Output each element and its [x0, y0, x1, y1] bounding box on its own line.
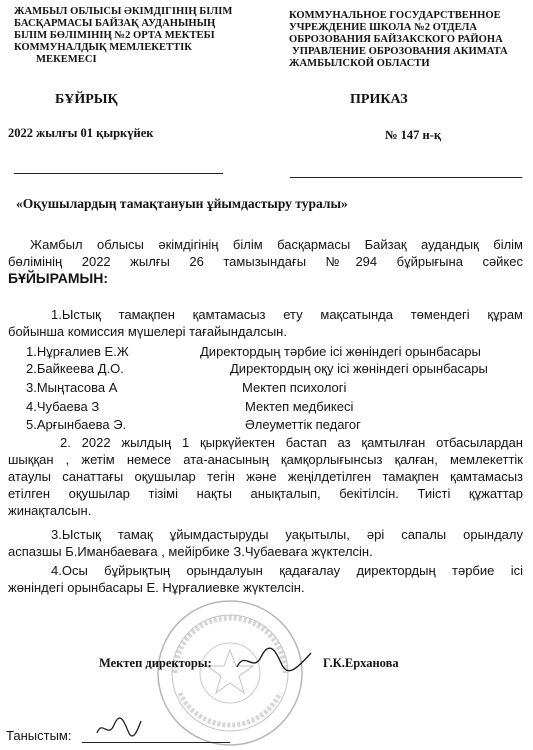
item2-line5: жинақталсын. [8, 503, 92, 518]
intro-line1: Жамбыл облысы әкімдігінің білім басқармасы Байзақ аудандық білім [30, 237, 523, 252]
header-kazakh [14, 6, 232, 66]
item1-line1: 1.Ыстық тамақпен қамтамасыз ету мақсатында төмендегі құрам [51, 307, 523, 322]
header-ru-line2: УЧРЕЖДЕНИЕ ШКОЛА №2 ОТДЕЛА [289, 22, 478, 33]
member-2-name: 2.Байкеева Д.О. [26, 361, 124, 376]
item-3 [8, 526, 523, 560]
header-russian [289, 10, 508, 70]
header-ru-line1: КОММУНАЛЬНОЕ ГОСУДАРСТВЕННОЕ [289, 10, 501, 21]
signature-name: Г.К.Ерханова [323, 656, 399, 670]
divider-right [290, 177, 522, 178]
item2-line2: шыққан , жетім немесе ата-анасының қамқорлығынсыз қалған, мемлекеттік [8, 452, 523, 467]
header-ru-line4: УПРАВЛЕНИЕ ОБРОЗОВАНИЯ АКИМАТА [292, 46, 508, 57]
header-ru-line5: ЖАМБЫЛСКОЙ ОБЛАСТИ [289, 58, 430, 69]
item1-line2: бойынша комиссия мүшелері тағайындалсын. [8, 324, 287, 339]
header-kz-line5: МЕКЕМЕСІ [36, 54, 97, 65]
order-number: № 147 н-қ [385, 128, 442, 142]
item4-line1: 4.Осы бұйрықтың орындалуын қадағалау директордың тәрбие ісі [51, 563, 523, 578]
order-date: 2022 жылғы 01 қыркүйек [8, 126, 154, 140]
member-2-role: Директордың оқу ісі жөніндегі орынбасары [230, 361, 488, 376]
item3-line2: аспазшы Б.Иманбаевағa , мейірбике З.Чубаеваға жүктелсін. [8, 544, 373, 559]
member-5-role: Әлеуметтік педагог [245, 417, 361, 432]
member-4-role: Мектеп медбикесі [245, 399, 354, 414]
header-kz-line4: КОММУНАЛДЫҚ МЕМЛЕКЕТТІК [14, 42, 192, 53]
member-3-role: Мектеп психологі [242, 380, 347, 395]
item-2 [8, 434, 523, 519]
acquainted-label: Таныстым: [6, 728, 72, 743]
item-4 [8, 562, 523, 596]
member-1-role: Директордың тәрбие ісі жөніндегі орынбасары [200, 344, 481, 359]
acquainted-signature [94, 715, 144, 741]
member-5-name: 5.Арғынбаева Э. [26, 417, 127, 432]
header-kz-line1: ЖАМБЫЛ ОБЛЫСЫ ӘКІМДІГІНІҢ БІЛІМ [14, 6, 233, 17]
acquainted-line [82, 742, 230, 743]
member-3-name: 3.Мыңтасова А [26, 380, 118, 395]
director-signature [235, 645, 315, 675]
item-1 [8, 306, 523, 340]
divider-left [14, 173, 223, 174]
intro-line2: бөлімінің 2022 жылғы 26 тамызындағы №294 бұйрығына сәйкес [8, 254, 523, 269]
intro-paragraph [8, 236, 523, 287]
item4-line2: жөніндегі орынбасары Е. Нұрғалиевке жүктелсін. [8, 580, 305, 595]
order-word: БҰЙЫРАМЫН: [8, 270, 108, 286]
member-4-name: 4.Чубаева З [26, 399, 100, 414]
signature-title: Мектеп директоры: [99, 656, 212, 670]
item2-line1: 2. 2022 жылдың 1 қыркүйектен бастап аз қамтылған отбасылардан [60, 435, 523, 450]
header-kz-line2: БАСҚАРМАСЫ БАЙЗАҚ АУДАНЫНЫҢ [14, 18, 216, 29]
member-1-name: 1.Нұрғалиев Е.Ж [26, 344, 129, 359]
item3-line1: 3.Ыстық тамақ ұйымдастыруды уақытылы, әрі сапалы орындалу [51, 527, 523, 542]
header-ru-line3: ОБРОЗОВАНИЯ БАЙЗАКСКОГО РАЙОНА [289, 34, 503, 45]
item2-line4: етілген оқушылар тізімі нақты анықталып, бекітілсін. Тиісті құжаттар [8, 486, 523, 501]
title-russian: ПРИКАЗ [350, 92, 408, 107]
item2-line3: атаулы санаттағы оқушылар тегін және жеңілдетілген тамақпен қамтамасыз [8, 469, 523, 484]
header-kz-line3: БІЛІМ БӨЛІМІНІҢ №2 ОРТА МЕКТЕБІ [14, 30, 215, 41]
title-kazakh: БҰЙРЫҚ [55, 92, 118, 107]
order-subject: «Оқушылардың тамақтануын ұйымдастыру туралы» [16, 196, 348, 211]
